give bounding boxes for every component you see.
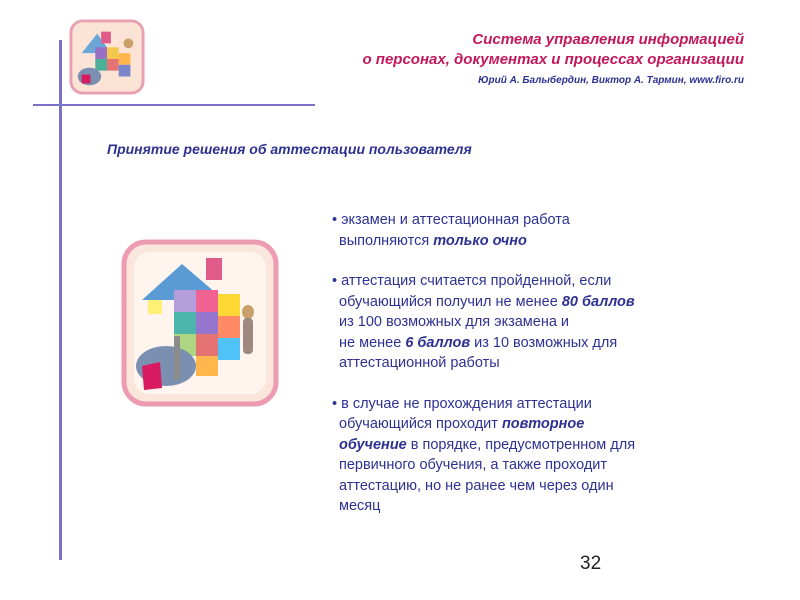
bullet-line: не менее 6 баллов из 10 возможных для <box>339 334 618 351</box>
bullet-list <box>332 210 732 537</box>
bullet-line: обучающийся проходит повторное <box>339 416 585 432</box>
page-number: 32 <box>580 553 602 574</box>
bullet-line: месяц <box>339 498 381 514</box>
bullet-item <box>332 394 732 517</box>
emphasis: только очно <box>433 232 527 249</box>
section-title: Принятие решения об аттестации пользователя <box>107 141 472 157</box>
emphasis: обучение <box>339 436 407 453</box>
bullet-item <box>332 271 732 374</box>
bullet-item <box>332 210 732 251</box>
bullet-line: выполняются только очно <box>339 232 527 249</box>
puzzle-house-logo-icon <box>68 18 146 96</box>
horizontal-rule <box>33 104 315 106</box>
bullet-line: обучение в порядке, предусмотренном для <box>339 436 636 453</box>
vertical-rule <box>59 40 62 560</box>
header-title-line1: Система управления информацией <box>472 31 744 48</box>
bullet-line: из 100 возможных для экзамена и <box>339 314 570 330</box>
header <box>362 30 744 86</box>
bullet-line: • экзамен и аттестационная работа <box>332 212 570 228</box>
emphasis: повторное <box>501 416 585 432</box>
header-authors: Юрий А. Балыбердин, Виктор А. Тармин, www.firo.ru <box>478 75 744 86</box>
header-title-line2: о персонах, документах и процессах организации <box>362 51 744 68</box>
emphasis: 6 баллов <box>405 334 471 351</box>
bullet-line: • в случае не прохождения аттестации <box>332 395 592 412</box>
emphasis: 80 баллов <box>561 293 635 310</box>
bullet-line: первичного обучения, а также проходит <box>339 457 608 473</box>
bullet-line: аттестационной работы <box>339 355 500 371</box>
puzzle-house-illustration <box>120 238 280 408</box>
bullet-line: обучающийся получил не менее 80 баллов <box>339 293 635 310</box>
bullet-line: • аттестация считается пройденной, если <box>332 273 612 289</box>
bullet-line: аттестацию, но не ранее чем через один <box>339 477 614 494</box>
